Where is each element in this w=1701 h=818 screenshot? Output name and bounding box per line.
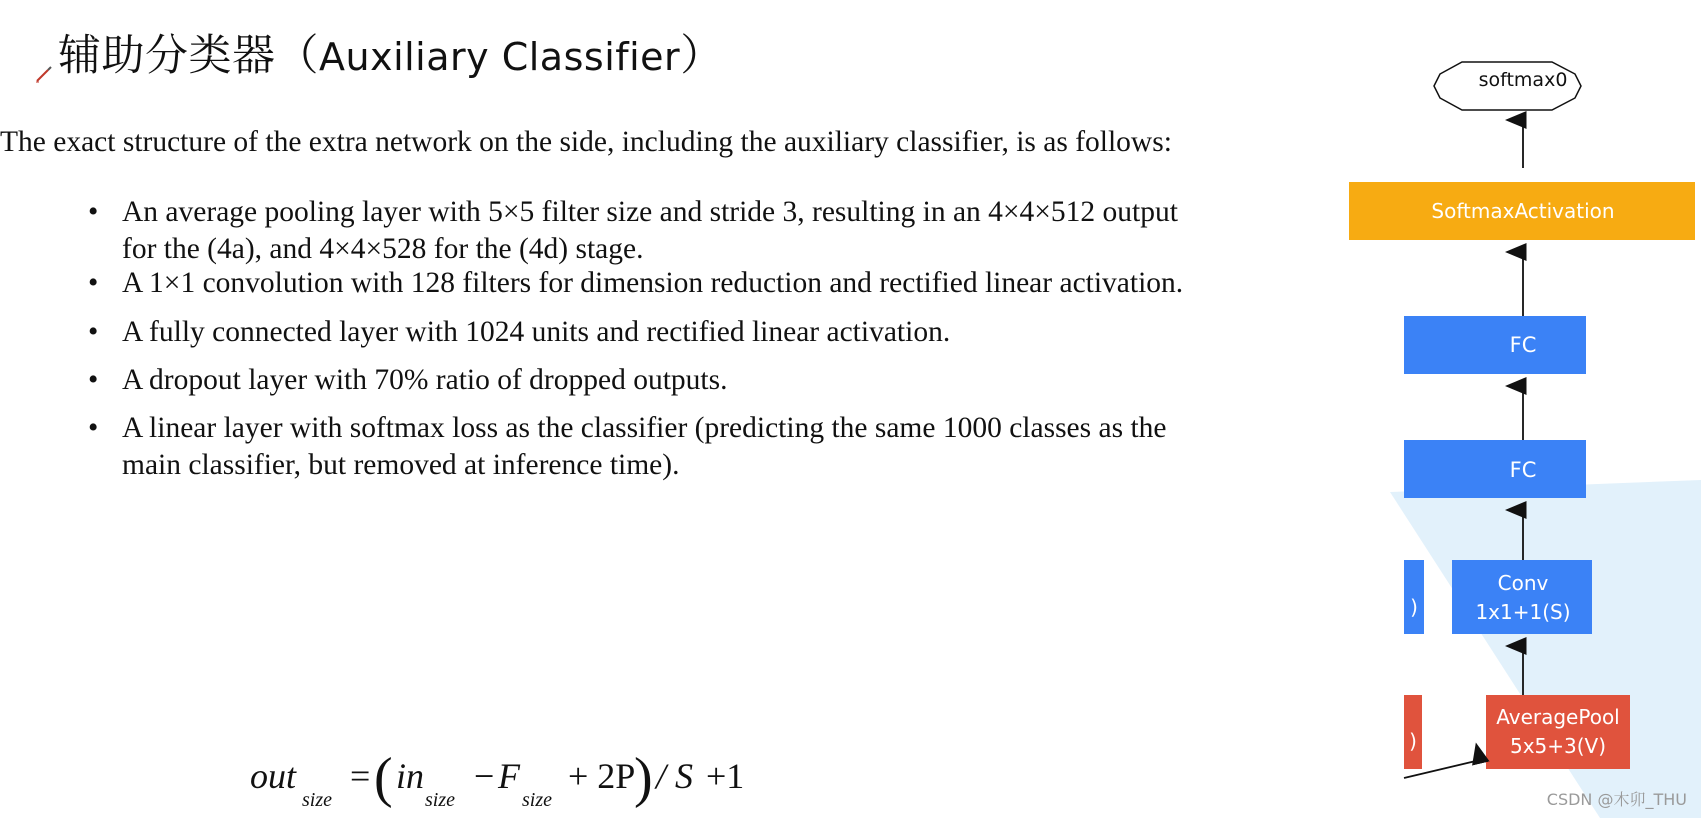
formula-divs: / S	[656, 756, 694, 796]
conv-label-line2: 1x1+1(S)	[1475, 600, 1571, 624]
bullet-dot: •	[88, 267, 99, 299]
title-en: Auxiliary Classifier	[319, 35, 681, 79]
title-paren-open: （	[275, 31, 319, 81]
watermark: CSDN @木卯_THU	[1546, 790, 1687, 809]
bullet-dot: •	[88, 412, 99, 444]
bullet-text: A dropout layer with 70% ratio of dropped outputs.	[122, 364, 728, 396]
svg-text:(: (	[374, 747, 393, 809]
formula-f-sub: size	[522, 789, 552, 811]
svg-text:): )	[634, 747, 653, 809]
bullet-dot: •	[88, 364, 99, 396]
bullet-text: An average pooling layer with 5×5 filter size and stride 3, resulting in an 4×4×512 output	[122, 196, 1178, 228]
formula-in: in	[396, 756, 425, 796]
fc-bottom-node	[1404, 440, 1586, 498]
title-paren-close: ）	[680, 31, 724, 81]
softmax0-label: softmax0	[1478, 69, 1568, 91]
bullet-text-cont: for the (4a), and 4×4×528 for the (4d) stage.	[122, 233, 644, 265]
bullet-text: A 1×1 convolution with 128 filters for dimension reduction and rectified linear activation.	[122, 267, 1184, 299]
formula-plus2p: + 2P	[568, 756, 636, 796]
bullet-dot: •	[88, 196, 99, 228]
formula-in-sub: size	[425, 789, 455, 811]
formula-out: out	[250, 756, 297, 796]
bullet-text: A linear layer with softmax loss as the classifier (predicting the same 1000 classes as the	[122, 412, 1167, 444]
fc-top-node	[1404, 316, 1586, 374]
bullet-text-cont: main classifier, but removed at inference time).	[122, 449, 680, 481]
partial-red-label: )	[1409, 729, 1417, 753]
conv-label-line1: Conv	[1497, 571, 1549, 595]
pen-icon	[34, 64, 54, 84]
output-size-formula	[250, 748, 770, 812]
intro-text: The exact structure of the extra network on the side, including the auxiliary classifier, is as follows:	[0, 126, 1172, 158]
formula-plus1: +1	[706, 756, 745, 796]
formula-f: F	[498, 756, 520, 796]
fc-bottom-label: FC	[1509, 458, 1537, 482]
slide-title	[58, 22, 724, 83]
formula-minus: −	[474, 756, 495, 796]
average-pool-label-line1: AveragePool	[1496, 705, 1620, 729]
bullet-dot: •	[88, 316, 99, 348]
bullet-text: A fully connected layer with 1024 units and rectified linear activation.	[122, 316, 951, 348]
average-pool-label-line2: 5x5+3(V)	[1509, 734, 1607, 758]
fc-top-label: FC	[1509, 333, 1537, 357]
softmax-activation-label: SoftmaxActivation	[1431, 199, 1615, 223]
partial-blue-label: )	[1410, 595, 1418, 619]
auxiliary-network-diagram	[1409, 40, 1701, 818]
formula-eq: =	[350, 756, 371, 796]
title-zh: 辅助分类器	[58, 31, 276, 81]
formula-out-sub: size	[302, 789, 332, 811]
